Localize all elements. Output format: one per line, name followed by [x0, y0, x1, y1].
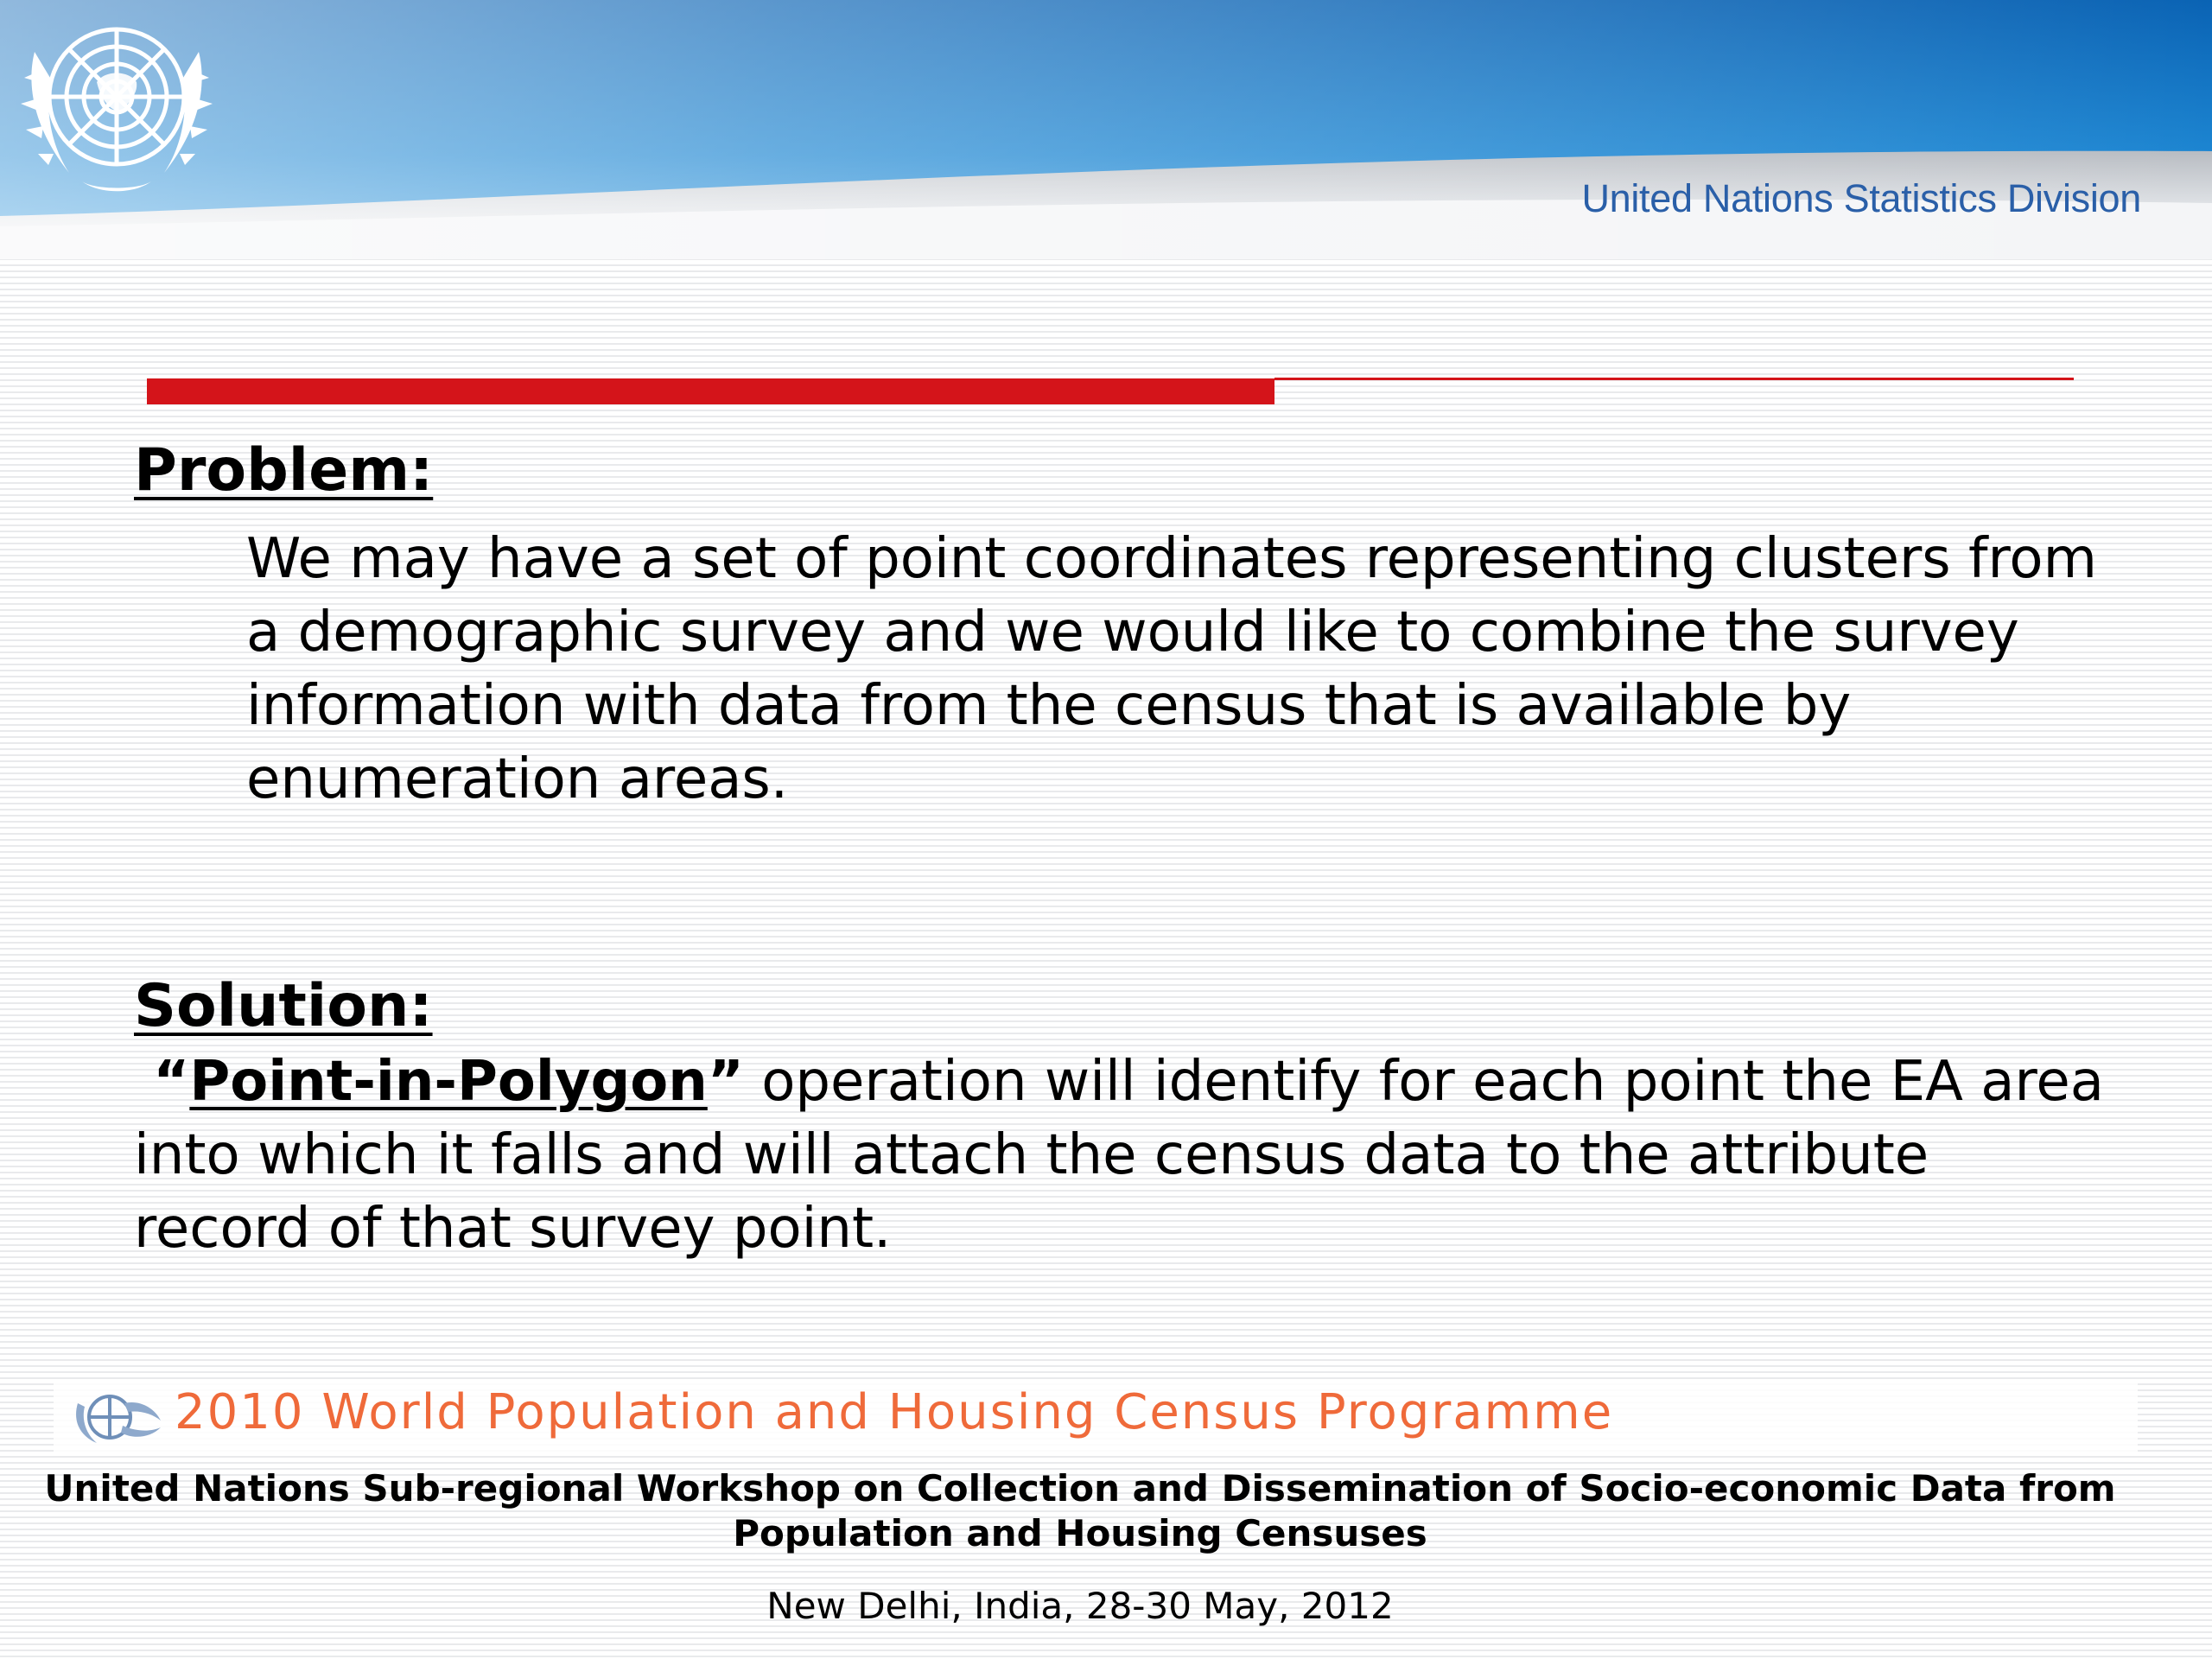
solution-term-text: Point-in-Polygon [189, 1050, 708, 1114]
programme-title: 2010 World Population and Housing Census Programme [175, 1384, 1614, 1440]
workshop-title-line2: Population and Housing Censuses [733, 1512, 1427, 1554]
term-open-quote: “ [153, 1050, 190, 1114]
accent-line [1274, 378, 2074, 380]
term-close-quote: ” [707, 1050, 744, 1114]
solution-text: operation will identify for each point the EA area into which it falls and will attach the census data to the attribute record of that survey point. [134, 1050, 2104, 1261]
solution-heading: Solution: [134, 972, 433, 1040]
organization-name: United Nations Statistics Division [1581, 176, 2141, 220]
problem-heading: Problem: [134, 436, 434, 505]
problem-text: We may have a set of point coordinates representing clusters from a demographic survey and we would like to combine the survey information with data from the census that is available by enumeration areas. [246, 527, 2097, 811]
workshop-date: New Delhi, India, 28-30 May, 2012 [766, 1585, 1394, 1627]
workshop-title [0, 1466, 2160, 1556]
accent-bar [147, 378, 1274, 404]
solution-paragraph [134, 1046, 2121, 1266]
un-emblem-icon [0, 0, 233, 207]
census-programme-logo-icon [71, 1386, 166, 1446]
slide-header [0, 0, 2212, 259]
census-programme-banner [54, 1382, 2138, 1452]
workshop-title-line1: United Nations Sub-regional Workshop on Collection and Dissemination of Socio-economic Data from [44, 1467, 2116, 1510]
solution-term [134, 1050, 744, 1114]
